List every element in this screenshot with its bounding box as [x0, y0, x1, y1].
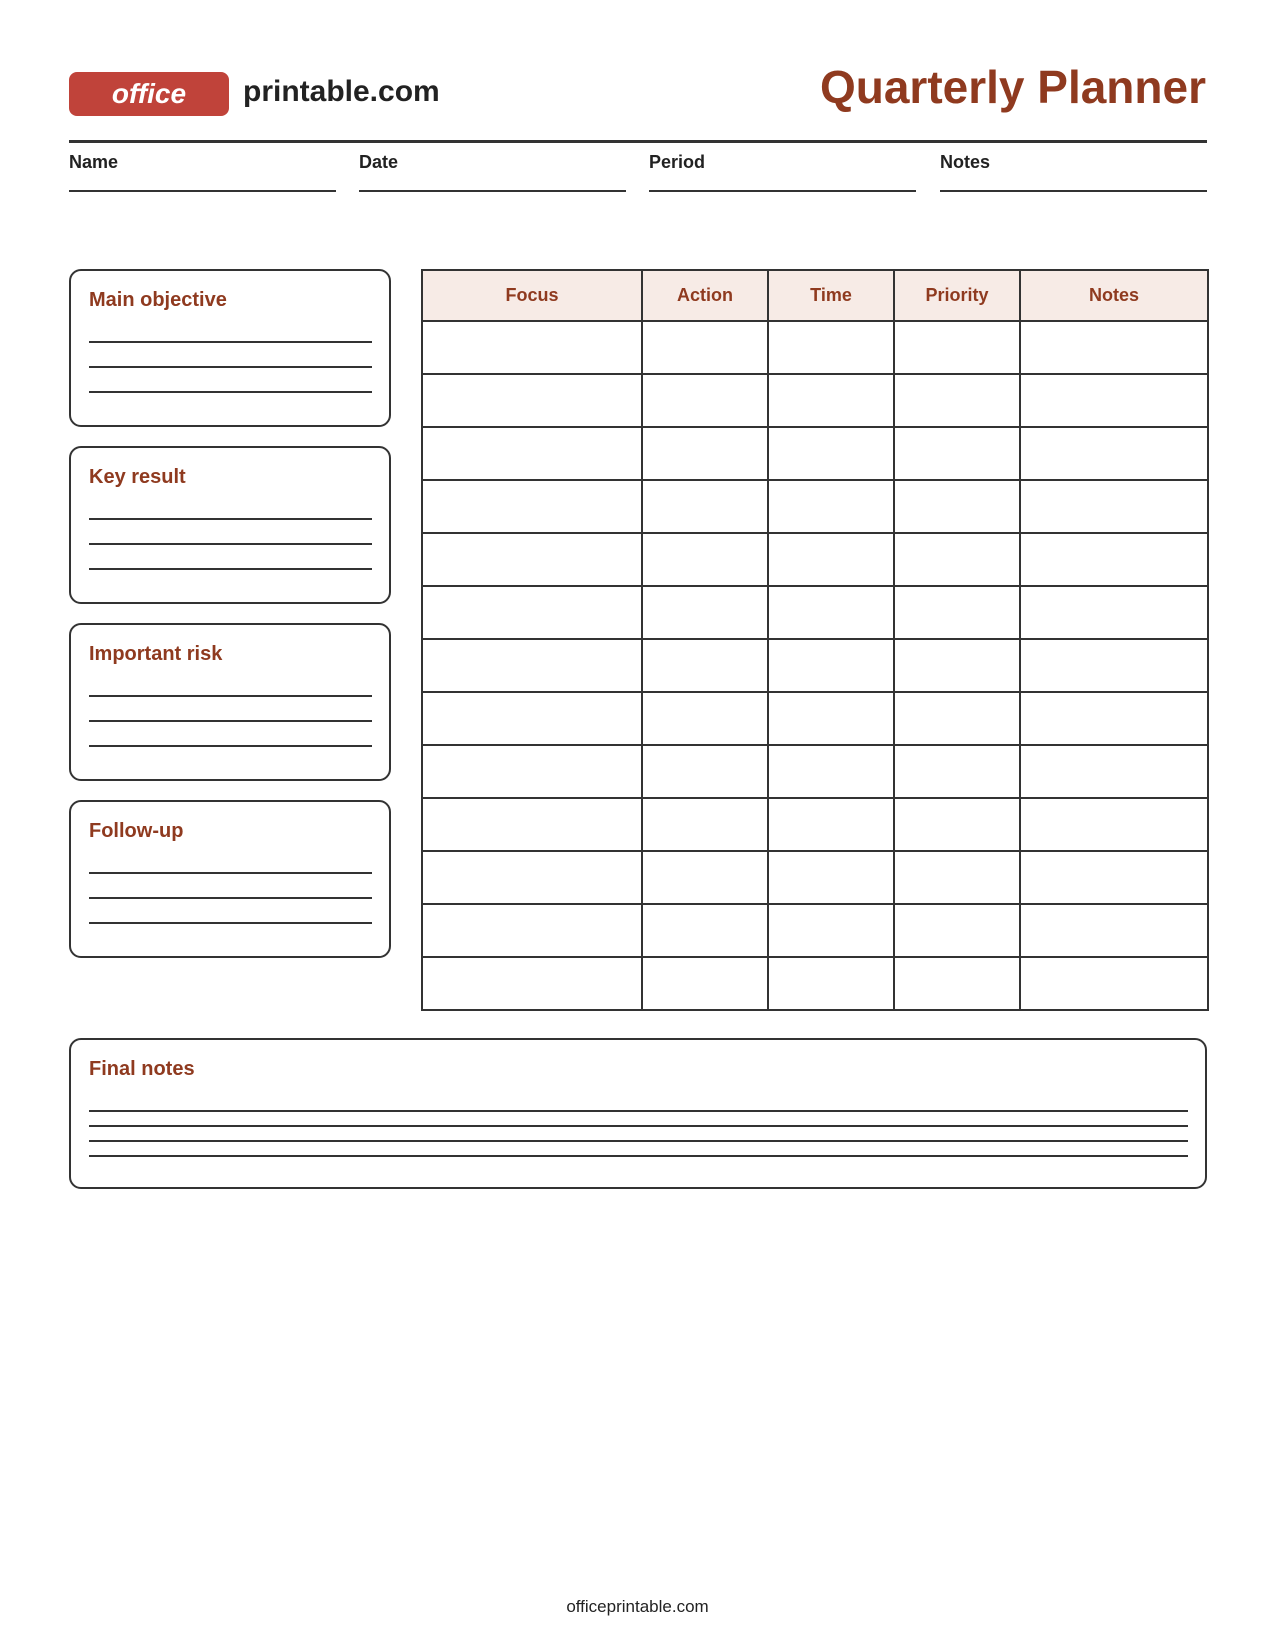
- col-priority-header: Priority: [894, 270, 1020, 321]
- table-row: [422, 745, 1208, 798]
- date-field[interactable]: [359, 152, 626, 173]
- key-result-box[interactable]: [69, 446, 391, 604]
- writing-line: [89, 518, 372, 520]
- table-row: [422, 533, 1208, 586]
- table-row: [422, 692, 1208, 745]
- planner-table: [421, 269, 1209, 1011]
- table-row: [422, 480, 1208, 533]
- table-cell[interactable]: [768, 374, 894, 427]
- table-cell[interactable]: [642, 692, 768, 745]
- table-cell[interactable]: [768, 480, 894, 533]
- table-cell[interactable]: [894, 745, 1020, 798]
- writing-line: [89, 922, 372, 924]
- table-cell[interactable]: [642, 321, 768, 374]
- table-row: [422, 904, 1208, 957]
- notes-underline: [940, 190, 1207, 192]
- table-cell[interactable]: [768, 851, 894, 904]
- table-cell[interactable]: [768, 798, 894, 851]
- table-cell[interactable]: [1020, 798, 1208, 851]
- table-cell[interactable]: [894, 639, 1020, 692]
- table-cell[interactable]: [1020, 957, 1208, 1010]
- table-cell[interactable]: [642, 798, 768, 851]
- table-cell[interactable]: [642, 427, 768, 480]
- table-cell[interactable]: [642, 480, 768, 533]
- writing-line: [89, 1155, 1188, 1157]
- important-risk-label: Important risk: [89, 643, 223, 665]
- writing-line: [89, 366, 372, 368]
- table-cell[interactable]: [422, 321, 642, 374]
- writing-line: [89, 745, 372, 747]
- table-cell[interactable]: [642, 533, 768, 586]
- table-cell[interactable]: [642, 586, 768, 639]
- table-cell[interactable]: [422, 480, 642, 533]
- table-cell[interactable]: [422, 692, 642, 745]
- writing-line: [89, 1140, 1188, 1142]
- date-label: Date: [359, 152, 399, 172]
- date-underline: [359, 190, 626, 192]
- table-cell[interactable]: [642, 374, 768, 427]
- table-cell[interactable]: [768, 427, 894, 480]
- table-row: [422, 321, 1208, 374]
- key-result-label: Key result: [89, 466, 186, 488]
- table-cell[interactable]: [422, 798, 642, 851]
- col-time-header: Time: [768, 270, 894, 321]
- footer-url: officeprintable.com: [566, 1597, 709, 1616]
- table-cell[interactable]: [422, 904, 642, 957]
- table-row: [422, 427, 1208, 480]
- table-cell[interactable]: [768, 692, 894, 745]
- table-cell[interactable]: [642, 639, 768, 692]
- table-cell[interactable]: [422, 533, 642, 586]
- table-cell[interactable]: [894, 321, 1020, 374]
- col-notes-header: Notes: [1020, 270, 1208, 321]
- table-body: [422, 321, 1208, 1010]
- table-row: [422, 639, 1208, 692]
- table-cell[interactable]: [1020, 904, 1208, 957]
- table-cell[interactable]: [422, 639, 642, 692]
- table-cell[interactable]: [768, 957, 894, 1010]
- table-row: [422, 851, 1208, 904]
- table-cell[interactable]: [422, 586, 642, 639]
- writing-line: [89, 872, 372, 874]
- table-cell[interactable]: [894, 957, 1020, 1010]
- table-cell[interactable]: [1020, 533, 1208, 586]
- table-cell[interactable]: [894, 798, 1020, 851]
- important-risk-box[interactable]: [69, 623, 391, 781]
- table-cell[interactable]: [422, 745, 642, 798]
- table-cell[interactable]: [422, 427, 642, 480]
- final-notes-label: Final notes: [89, 1058, 195, 1080]
- writing-line: [89, 695, 372, 697]
- table-cell[interactable]: [894, 374, 1020, 427]
- table-cell[interactable]: [894, 480, 1020, 533]
- logo-text: printable.com: [243, 75, 440, 108]
- table-header-row: [422, 270, 1208, 321]
- writing-line: [89, 1125, 1188, 1127]
- col-action-header: Action: [642, 270, 768, 321]
- page-title: Quarterly Planner: [819, 61, 1206, 113]
- table-cell[interactable]: [768, 321, 894, 374]
- table-cell[interactable]: [422, 374, 642, 427]
- main-objective-label: Main objective: [89, 289, 227, 311]
- table-cell[interactable]: [1020, 321, 1208, 374]
- table-cell[interactable]: [768, 904, 894, 957]
- table-row: [422, 957, 1208, 1010]
- table-cell[interactable]: [1020, 374, 1208, 427]
- table-row: [422, 798, 1208, 851]
- period-underline: [649, 190, 916, 192]
- name-underline: [69, 190, 336, 192]
- notes-field[interactable]: [940, 152, 1207, 173]
- notes-label: Notes: [940, 152, 991, 172]
- name-label: Name: [69, 152, 119, 172]
- period-label: Period: [649, 152, 706, 172]
- table-cell[interactable]: [768, 639, 894, 692]
- table-cell[interactable]: [642, 745, 768, 798]
- table-row: [422, 586, 1208, 639]
- follow-up-label: Follow-up: [89, 820, 184, 842]
- name-field[interactable]: [69, 152, 336, 173]
- table-cell[interactable]: [1020, 851, 1208, 904]
- table-cell[interactable]: [422, 957, 642, 1010]
- table-cell[interactable]: [1020, 639, 1208, 692]
- table-cell[interactable]: [894, 692, 1020, 745]
- header-rule: [69, 140, 1207, 143]
- table-cell[interactable]: [894, 533, 1020, 586]
- table-cell[interactable]: [1020, 427, 1208, 480]
- table-cell[interactable]: [422, 851, 642, 904]
- table-cell[interactable]: [1020, 745, 1208, 798]
- table-cell[interactable]: [1020, 586, 1208, 639]
- writing-line: [89, 720, 372, 722]
- logo-badge: office: [69, 72, 229, 116]
- col-focus-header: Focus: [422, 270, 642, 321]
- table-cell[interactable]: [894, 427, 1020, 480]
- writing-line: [89, 1110, 1188, 1112]
- writing-line: [89, 543, 372, 545]
- table-cell[interactable]: [642, 851, 768, 904]
- writing-line: [89, 391, 372, 393]
- table-cell[interactable]: [642, 904, 768, 957]
- table-cell[interactable]: [1020, 692, 1208, 745]
- table-cell[interactable]: [768, 586, 894, 639]
- period-field[interactable]: [649, 152, 916, 173]
- table-cell[interactable]: [1020, 480, 1208, 533]
- writing-line: [89, 897, 372, 899]
- writing-line: [89, 341, 372, 343]
- table-cell[interactable]: [894, 851, 1020, 904]
- main-objective-box[interactable]: [69, 269, 391, 427]
- follow-up-box[interactable]: [69, 800, 391, 958]
- table-cell[interactable]: [894, 904, 1020, 957]
- table-cell[interactable]: [894, 586, 1020, 639]
- table-cell[interactable]: [642, 957, 768, 1010]
- table-cell[interactable]: [768, 745, 894, 798]
- table-row: [422, 374, 1208, 427]
- final-notes-box[interactable]: [69, 1038, 1207, 1189]
- writing-line: [89, 568, 372, 570]
- table-cell[interactable]: [768, 533, 894, 586]
